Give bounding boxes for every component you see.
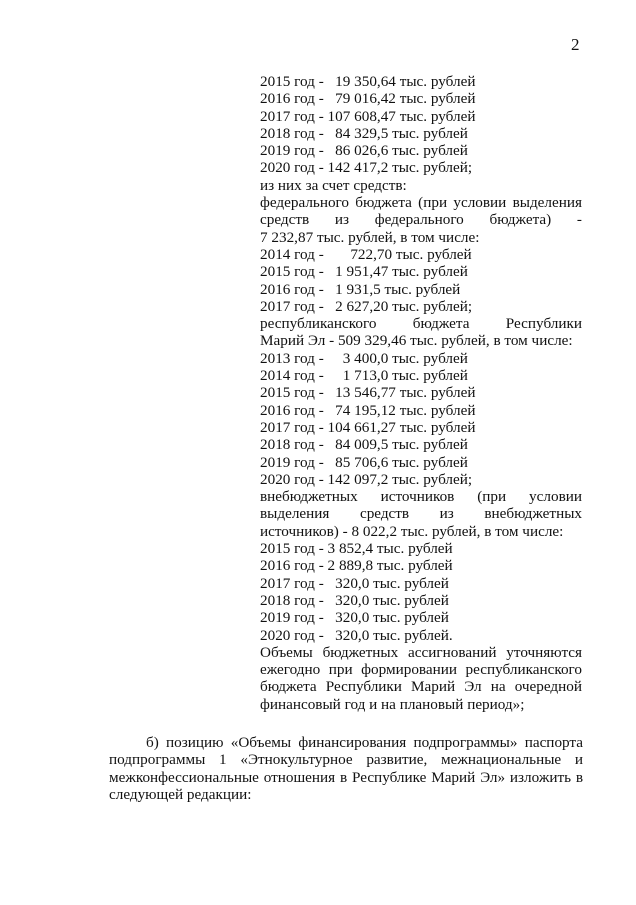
amendment-paragraph: б) позицию «Объемы финансирования подпрограммы» паспорта подпрограммы 1 «Этнокультурное развитие, межнациональные и межконфессиональные отношения в Республике Марий Эл» изложить в следующей редакции:: [109, 734, 583, 803]
budget-line: 2017 год - 107 608,47 тыс. рублей: [260, 107, 476, 125]
budget-line: 2020 год - 142 417,2 тыс. рублей;: [260, 159, 473, 177]
extrabudget-year-line: 2017 год - 320,0 тыс. рублей: [260, 574, 449, 592]
extrabudget-year-line: 2018 год - 320,0 тыс. рублей: [260, 591, 449, 609]
federal-year-line: 2015 год - 1 951,47 тыс. рублей: [260, 263, 468, 281]
extrabudget-heading-line: выделения средств из внебюджетных: [260, 505, 582, 523]
federal-heading-line: федерального бюджета (при условии выделения: [260, 194, 582, 212]
budget-line: из них за счет средств:: [260, 176, 407, 194]
allocation-note: Объемы бюджетных ассигнований уточняются ежегодно при формировании республиканского бюджета Республики Марий Эл на очередной финансовый год и на плановый период»;: [260, 643, 582, 713]
republic-year-line: 2015 год - 13 546,77 тыс. рублей: [260, 384, 476, 402]
budget-line: 2018 год - 84 329,5 тыс. рублей: [260, 124, 468, 142]
republic-year-line: 2019 год - 85 706,6 тыс. рублей: [260, 453, 468, 471]
extrabudget-heading-line: источников) - 8 022,2 тыс. рублей, в том числе:: [260, 522, 564, 540]
budget-line: 2015 год - 19 350,64 тыс. рублей: [260, 73, 476, 90]
republic-year-line: 2017 год - 104 661,27 тыс. рублей: [260, 418, 476, 436]
funding-column: [260, 73, 582, 713]
extrabudget-year-line: 2016 год - 2 889,8 тыс. рублей: [260, 557, 453, 575]
federal-year-line: 2016 год - 1 931,5 тыс. рублей: [260, 280, 461, 298]
extrabudget-heading-line: внебюджетных источников (при условии: [260, 488, 582, 506]
republic-heading-line: республиканского бюджета Республики: [260, 315, 582, 333]
federal-year-line: 2017 год - 2 627,20 тыс. рублей;: [260, 297, 473, 315]
federal-year-line: 2014 год - 722,70 тыс. рублей: [260, 245, 472, 263]
republic-year-line: 2018 год - 84 009,5 тыс. рублей: [260, 436, 468, 454]
republic-heading-line: Марий Эл - 509 329,46 тыс. рублей, в том числе:: [260, 332, 573, 350]
republic-year-line: 2014 год - 1 713,0 тыс. рублей: [260, 367, 468, 385]
budget-line: 2016 год - 79 016,42 тыс. рублей: [260, 90, 476, 108]
budget-line: 2019 год - 86 026,6 тыс. рублей: [260, 142, 468, 160]
federal-heading-line: средств из федерального бюджета) -: [260, 211, 582, 229]
extrabudget-year-line: 2015 год - 3 852,4 тыс. рублей: [260, 540, 453, 558]
republic-year-line: 2013 год - 3 400,0 тыс. рублей: [260, 349, 468, 367]
amendment-paragraph-block: [109, 734, 583, 803]
federal-heading-line: 7 232,87 тыс. рублей, в том числе:: [260, 228, 480, 246]
extrabudget-year-line: 2019 год - 320,0 тыс. рублей: [260, 609, 449, 627]
page-number: 2: [571, 35, 580, 54]
extrabudget-year-line: 2020 год - 320,0 тыс. рублей.: [260, 626, 453, 644]
republic-year-line: 2020 год - 142 097,2 тыс. рублей;: [260, 470, 473, 488]
republic-year-line: 2016 год - 74 195,12 тыс. рублей: [260, 401, 476, 419]
